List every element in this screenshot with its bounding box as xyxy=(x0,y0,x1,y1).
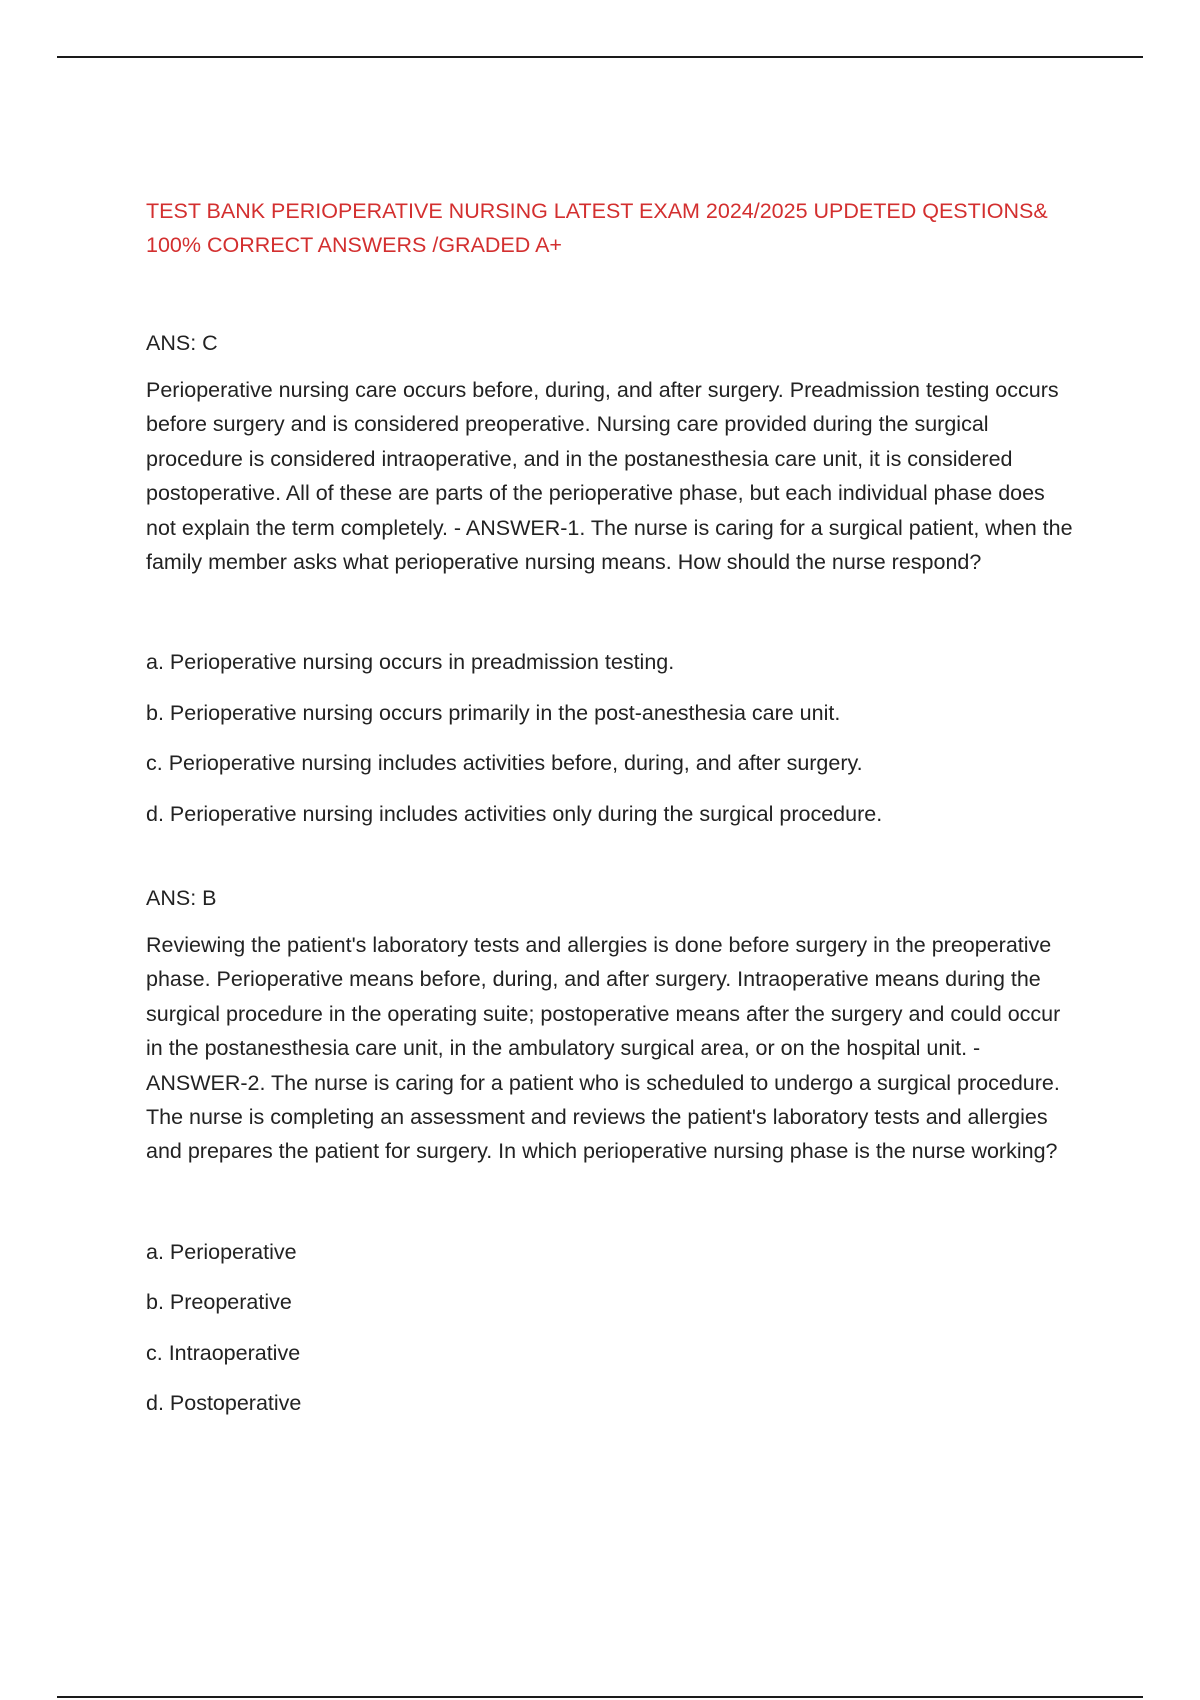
answer-options xyxy=(146,645,1076,831)
option-b: b. Perioperative nursing occurs primarily in the post-anesthesia care unit. xyxy=(146,700,841,725)
explanation-text: Perioperative nursing care occurs before, during, and after surgery. Preadmission testing occurs before surgery and is considered preoperative. Nursing care provided during the surgical procedure is considered intraoperative, and in the postanesthesia care unit, it is considered postoperative. All of these are parts of the perioperative phase, but each individual phase does not explain the term completely. - ANSWER-1. The nurse is caring for a surgical patient, when the family member asks what perioperative nursing means. How should the nurse respond? xyxy=(146,378,1073,575)
explanation-text: Reviewing the patient's laboratory tests and allergies is done before surgery in the preoperative phase. Perioperative means before, during, and after surgery. Intraoperative means during the surgical procedure in the operating suite; postoperative means after the surgery and could occur in the postanesthesia care unit, in the ambulatory surgical area, or on the hospital unit. - ANSWER-2. The nurse is caring for a patient who is scheduled to undergo a surgical procedure. The nurse is completing an assessment and reviews the patient's laboratory tests and allergies and prepares the patient for surgery. In which perioperative nursing phase is the nurse working? xyxy=(146,932,1061,1164)
bottom-rule xyxy=(57,1696,1143,1698)
option-a: a. Perioperative nursing occurs in preadmission testing. xyxy=(146,650,675,675)
option-c: c. Perioperative nursing includes activities before, during, and after surgery. xyxy=(146,751,863,776)
option-b: b. Preoperative xyxy=(146,1290,292,1315)
option-d: d. Perioperative nursing includes activities only during the surgical procedure. xyxy=(146,801,883,826)
option-a: a. Perioperative xyxy=(146,1239,297,1264)
page-content xyxy=(146,194,1076,1437)
answer-options xyxy=(146,1235,1076,1421)
document-title: TEST BANK PERIOPERATIVE NURSING LATEST EXAM 2024/2025 UPDETED QESTIONS& 100% CORRECT ANSWERS /GRADED A+ xyxy=(146,199,1048,257)
answer-key: ANS: B xyxy=(146,885,217,910)
option-c: c. Intraoperative xyxy=(146,1340,301,1365)
top-rule xyxy=(57,56,1143,58)
option-d: d. Postoperative xyxy=(146,1391,302,1416)
answer-key: ANS: C xyxy=(146,331,218,355)
